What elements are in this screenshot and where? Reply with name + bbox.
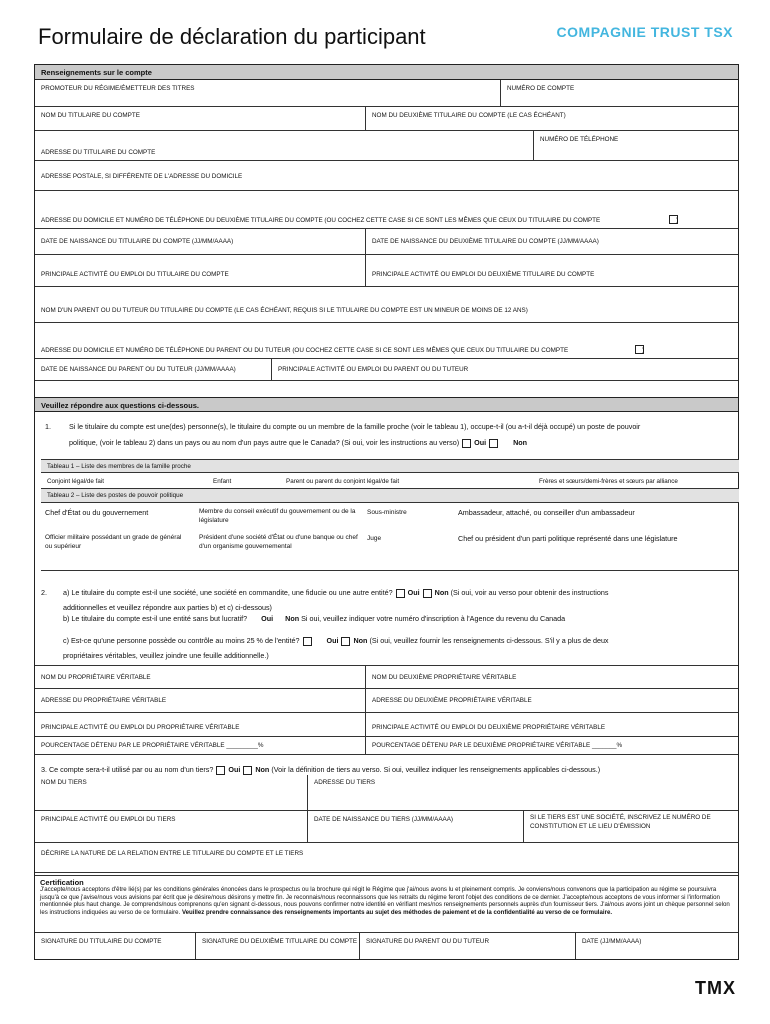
q2c-non-checkbox[interactable]	[341, 637, 350, 646]
field-naissance-tiers[interactable]	[307, 811, 523, 842]
field-nom-prop[interactable]	[35, 666, 365, 688]
tmx-logo-text: TMX	[695, 978, 736, 998]
field-adresse-deuxieme[interactable]	[35, 191, 738, 228]
label: ADRESSE DU DEUXIÈME PROPRIÉTAIRE VÉRITABLE	[372, 697, 532, 704]
q2c-text: c) Est-ce qu'une personne possède ou contrôle au moins 25 % de l'entité?	[63, 636, 300, 645]
field-societe-tiers[interactable]	[523, 811, 738, 842]
row-tiers-act	[35, 811, 738, 843]
row-parent	[35, 287, 738, 323]
field-pct-prop2[interactable]	[365, 737, 738, 754]
tmx-logo	[695, 978, 736, 999]
label: PRINCIPALE ACTIVITÉ OU EMPLOI DU PROPRIÉTAIRE VÉRITABLE	[41, 724, 240, 731]
table2-cell: Président d'une société d'État ou d'une banque ou chef d'un organisme gouvernemental	[199, 534, 358, 550]
label: ADRESSE DU DOMICILE ET NUMÉRO DE TÉLÉPHONE DU PARENT OU DU TUTEUR (OU COCHEZ CETTE CASE SI CE SONT LES MÊMES QUE CEUX DU TITULAIRE DU COMPTE	[41, 347, 569, 354]
q3-oui: Oui	[228, 765, 241, 774]
field-date[interactable]	[575, 933, 738, 959]
q2b-note: Si oui, veuillez indiquer votre numéro d'inscription à l'Agence du revenu du Canada	[301, 614, 566, 623]
questions-section-header: Veuillez répondre aux questions ci-dessous.	[35, 397, 738, 412]
field-naissance-parent[interactable]	[35, 359, 271, 380]
field-naissance-deuxieme[interactable]	[365, 229, 738, 254]
q3-note: (Voir la définition de tiers au verso. Si oui, veuillez indiquer les renseignements applicables ci-dessous.)	[271, 765, 601, 774]
q1-non-checkbox[interactable]	[489, 439, 498, 448]
q2-number: 2.	[41, 588, 47, 597]
row-noms	[35, 107, 738, 131]
field-activite-deuxieme[interactable]	[365, 255, 738, 286]
table1-row	[41, 473, 739, 489]
field-promoteur[interactable]	[35, 80, 500, 106]
row-adresse-deuxieme	[35, 191, 738, 229]
label: NOM D'UN PARENT OU DU TUTEUR DU TITULAIRE DU COMPTE (LE CAS ÉCHÉANT, REQUIS SI LE TITULAIRE DU COMPTE EST UN MINEUR DE MOINS DE 12 ANS)	[41, 307, 528, 314]
q2a-line	[63, 587, 608, 598]
table1-title: Tableau 1 – Liste des membres de la famille proche	[47, 463, 191, 470]
q2a-oui: Oui	[407, 588, 420, 597]
label: DATE DE NAISSANCE DU TIERS (JJ/MM/AAAA)	[314, 816, 454, 823]
q2a-non: Non	[434, 588, 449, 597]
field-adr-prop2[interactable]	[365, 689, 738, 712]
field-adresse-titulaire[interactable]	[35, 131, 533, 160]
table1-cell: Conjoint légal/de fait	[47, 478, 105, 485]
label: PRINCIPALE ACTIVITÉ OU EMPLOI DU TIERS	[41, 816, 176, 823]
label: ADRESSE DU TIERS	[314, 779, 376, 786]
q2c-note: (Si oui, veuillez fournir les renseignements ci-dessous. S'il y a plus de deux	[369, 636, 609, 645]
q3-text: 3. Ce compte sera-t-il utilisé par ou au nom d'un tiers?	[41, 765, 214, 774]
table1-cell: Parent ou parent du conjoint légal/de fait	[286, 478, 400, 485]
paren: )	[676, 217, 679, 224]
row-promoteur	[35, 80, 738, 107]
field-sig-deuxieme[interactable]	[195, 933, 359, 959]
q2c-line	[63, 635, 609, 646]
label: ADRESSE DU DOMICILE ET NUMÉRO DE TÉLÉPHONE DU DEUXIÈME TITULAIRE DU COMPTE (OU COCHEZ CETTE CASE SI CE SONT LES MÊMES QUE CEUX DU TITULAIRE DU COMPTE	[41, 217, 601, 224]
q2a-note2: additionnelles et veuillez répondre aux parties b) et c) ci-dessous)	[63, 603, 272, 612]
label: NOM DU TITULAIRE DU COMPTE	[41, 112, 140, 119]
field-adresse-postale[interactable]	[35, 161, 738, 190]
table2-cell: Juge	[367, 535, 382, 542]
field-act-prop[interactable]	[35, 713, 365, 736]
row-relation	[35, 843, 738, 873]
certification-bold: Veuillez prendre connaissance des renseignements importants au sujet des méthodes de paiement et de la confidentialité au verso de ce formulaire.	[181, 908, 613, 916]
label: PRINCIPALE ACTIVITÉ OU EMPLOI DU TITULAIRE DU COMPTE	[41, 271, 229, 278]
table2-cell: Ambassadeur, attaché, ou conseiller d'un ambassadeur	[458, 508, 635, 517]
table2-header	[41, 489, 739, 503]
label: PRINCIPALE ACTIVITÉ OU EMPLOI DU DEUXIÈME TITULAIRE DU COMPTE	[372, 271, 595, 278]
row-prop-nom	[35, 665, 738, 689]
field-nom-prop2[interactable]	[365, 666, 738, 688]
certification-text: J'accepte/nous acceptons d'être lié(s) par les conditions générales énoncées dans le prospectus ou la brochure qui régit le Régime que j'ai/nous avons lu et pleinement compris. Je conviens/nous convenons que la participation au régime se poursuivra jusqu'à ce que j'avise/nous vous avisions par écrit que je désire/nous désirons y mettre fin. Je reconnais/nous reconnaissons que les retraits du régime feront l'objet des conditions de ce dernier. J'accepte/nous acceptons de vous informer si l'information mentionnée plus haut change. Je comprends/nous comprenons qu'en signant ci-dessous, nous pouvons confirmer notre identité en vérifiant mes/nos renseignements personnels auprès d'un fournisseur tiers. J'ai/nous avons joint un chèque personnel selon les instructions indiquées au verso de ce formulaire.	[40, 886, 730, 916]
q2c-oui-checkbox[interactable]	[303, 637, 312, 646]
label: POURCENTAGE DÉTENU PAR LE DEUXIÈME PROPRIÉTAIRE VÉRITABLE _______%	[372, 742, 623, 749]
row-signatures	[35, 933, 738, 959]
table2-cell: Membre du conseil exécutif du gouvernement ou de la législature	[199, 508, 356, 524]
label: DATE (JJ/MM/AAAA)	[582, 938, 642, 945]
field-relation[interactable]	[35, 843, 738, 872]
field-nom-parent[interactable]	[35, 287, 738, 322]
label: NUMÉRO DE TÉLÉPHONE	[540, 136, 619, 143]
table2-title: Tableau 2 – Liste des postes de pouvoir politique	[47, 492, 184, 499]
field-nom-tiers[interactable]	[35, 775, 307, 810]
row-activite	[35, 255, 738, 287]
label: POURCENTAGE DÉTENU PAR LE PROPRIÉTAIRE VÉRITABLE _________%	[41, 742, 264, 749]
brand-logo: COMPAGNIE TRUST TSX	[556, 24, 733, 40]
q1-oui-checkbox[interactable]	[462, 439, 471, 448]
field-telephone[interactable]	[533, 131, 738, 160]
q3-non: Non	[255, 765, 270, 774]
page-title: Formulaire de déclaration du participant	[38, 24, 426, 49]
field-pct-prop[interactable]	[35, 737, 365, 754]
label: ADRESSE POSTALE, SI DIFFÉRENTE DE L'ADRESSE DU DOMICILE	[41, 173, 243, 180]
label: NOM DU PROPRIÉTAIRE VÉRITABLE	[41, 674, 151, 681]
q3-line	[41, 764, 600, 775]
q2a-oui-checkbox[interactable]	[396, 589, 405, 598]
row-adresse	[35, 131, 738, 161]
field-adresse-parent[interactable]	[35, 323, 738, 358]
field-act-tiers[interactable]	[35, 811, 307, 842]
label: NOM DU DEUXIÈME TITULAIRE DU COMPTE (LE CAS ÉCHÉANT)	[372, 112, 566, 119]
field-adr-tiers[interactable]	[307, 775, 738, 810]
label: DATE DE NAISSANCE DU TITULAIRE DU COMPTE (JJ/MM/AAAA)	[41, 238, 234, 245]
row-prop-adr	[35, 689, 738, 713]
label: SIGNATURE DU TITULAIRE DU COMPTE	[41, 938, 162, 945]
q2b-non: Non	[285, 614, 300, 623]
table1-header	[41, 459, 739, 473]
q2a-note: (Si oui, voir au verso pour obtenir des instructions	[450, 588, 609, 597]
row-naissance-parent	[35, 359, 738, 381]
label: DATE DE NAISSANCE DU DEUXIÈME TITULAIRE DU COMPTE (JJ/MM/AAAA)	[372, 238, 599, 245]
field-naissance-titulaire[interactable]	[35, 229, 365, 254]
q1-text-line2	[69, 437, 527, 448]
table2-body	[41, 503, 739, 571]
paren: )	[642, 347, 645, 354]
table2-cell: Chef d'État ou du gouvernement	[45, 508, 149, 517]
row-prop-act	[35, 713, 738, 737]
q2c-oui: Oui	[326, 636, 339, 645]
row-prop-pct	[35, 737, 738, 755]
q1-text: Si le titulaire du compte est une(des) personne(s), le titulaire du compte ou un membre de la famille proche (voir le tableau 1), occupe-t-il (ou a-t-il déjà occupé) un poste de pouvoir	[69, 422, 641, 431]
label: PRINCIPALE ACTIVITÉ OU EMPLOI DU DEUXIÈME PROPRIÉTAIRE VÉRITABLE	[372, 724, 606, 731]
row-naissance	[35, 229, 738, 255]
field-activite-parent[interactable]	[271, 359, 738, 380]
certification-title: Certification	[40, 878, 84, 887]
q2a-non-checkbox[interactable]	[423, 589, 432, 598]
q1-oui-label: Oui	[474, 438, 487, 447]
table1-cell: Frères et sœurs/demi-frères et sœurs par alliance	[539, 478, 678, 485]
q1-non-label: Non	[513, 438, 528, 447]
q2b-oui: Oui	[261, 614, 274, 623]
label: NUMÉRO DE COMPTE	[507, 85, 575, 92]
label: DÉCRIRE LA NATURE DE LA RELATION ENTRE LE TITULAIRE DU COMPTE ET LE TIERS	[41, 850, 304, 857]
label: DATE DE NAISSANCE DU PARENT OU DU TUTEUR (JJ/MM/AAAA)	[41, 366, 236, 373]
q2c-non: Non	[353, 636, 368, 645]
q2b-text: b) Le titulaire du compte est-il une entité sans but lucratif?	[63, 614, 248, 623]
field-nom-deuxieme[interactable]	[365, 107, 738, 130]
q1-text2: politique, (voir le tableau 2) dans un pays ou au nom d'un pays autre que le Canada? (Si oui, voir les instructions au verso)	[69, 438, 460, 447]
q3-non-checkbox[interactable]	[243, 766, 252, 775]
field-sig-titulaire[interactable]	[35, 933, 195, 959]
row-adresse-postale	[35, 161, 738, 191]
label: ADRESSE DU PROPRIÉTAIRE VÉRITABLE	[41, 697, 167, 704]
q2a-text: a) Le titulaire du compte est-il une société, une société en commandite, une fiducie ou une autre entité?	[63, 588, 393, 597]
label: SI LE TIERS EST UNE SOCIÉTÉ, INSCRIVEZ LE NUMÉRO DE CONSTITUTION ET LE LIEU D'ÉMISSION	[530, 814, 711, 830]
q2b-line	[63, 613, 565, 624]
table2-cell: Officier militaire possédant un grade de général ou supérieur	[45, 534, 182, 550]
label: NOM DU TIERS	[41, 779, 87, 786]
certification-block	[35, 875, 738, 933]
table1-cell: Enfant	[213, 478, 232, 485]
field-numero-compte[interactable]	[500, 80, 738, 106]
row-tiers-nom	[35, 775, 738, 811]
field-act-prop2[interactable]	[365, 713, 738, 736]
q2c-note2: propriétaires véritables, veuillez joindre une feuille additionnelle.)	[63, 651, 269, 660]
label: NOM DU DEUXIÈME PROPRIÉTAIRE VÉRITABLE	[372, 674, 517, 681]
field-adr-prop[interactable]	[35, 689, 365, 712]
label: ADRESSE DU TITULAIRE DU COMPTE	[41, 149, 156, 156]
account-section-header: Renseignements sur le compte	[35, 65, 738, 80]
field-activite-titulaire[interactable]	[35, 255, 365, 286]
label: PROMOTEUR DU RÉGIME/ÉMETTEUR DES TITRES	[41, 85, 195, 92]
certification-text-block	[40, 886, 732, 916]
table2-cell: Sous-ministre	[367, 509, 407, 516]
q3-oui-checkbox[interactable]	[216, 766, 225, 775]
table2-cell: Chef ou président d'un parti politique représenté dans une législature	[458, 534, 678, 543]
field-sig-parent[interactable]	[359, 933, 575, 959]
row-adresse-parent	[35, 323, 738, 359]
field-nom-titulaire[interactable]	[35, 107, 365, 130]
label: SIGNATURE DU DEUXIÈME TITULAIRE DU COMPTE	[202, 938, 358, 945]
q1-number: 1.	[45, 422, 51, 431]
label: PRINCIPALE ACTIVITÉ OU EMPLOI DU PARENT OU DU TUTEUR	[278, 366, 469, 373]
form-frame	[34, 64, 739, 960]
label: SIGNATURE DU PARENT OU DU TUTEUR	[366, 938, 490, 945]
